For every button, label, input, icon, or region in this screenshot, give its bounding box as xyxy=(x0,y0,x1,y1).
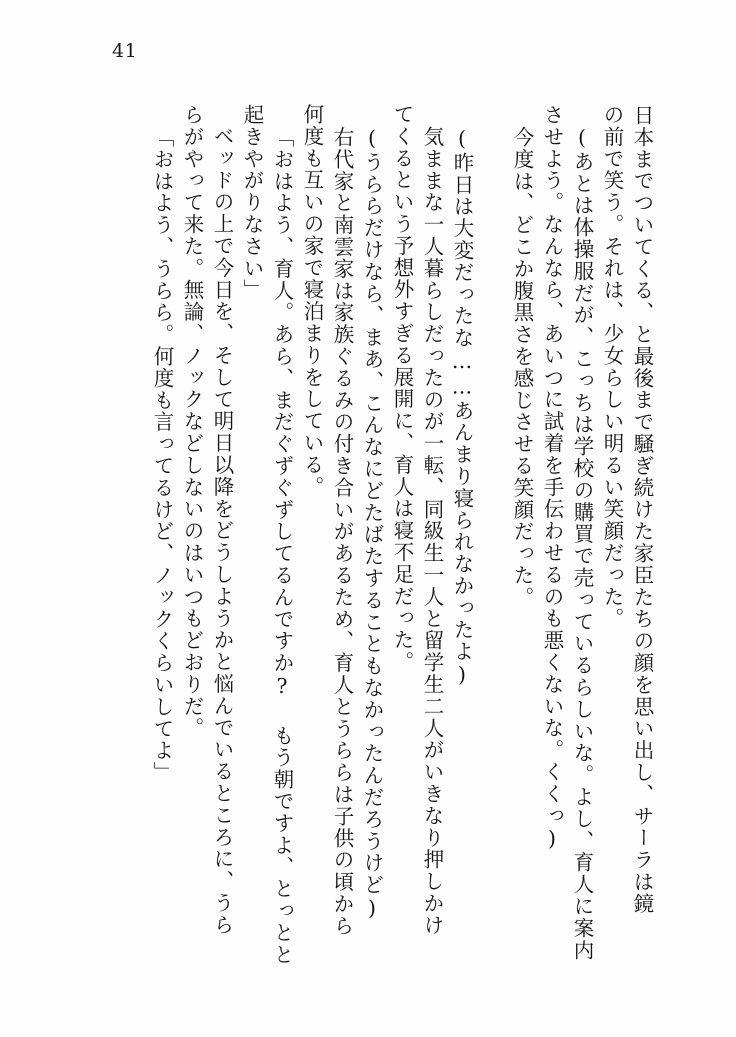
text-column: ベッドの上で今日を、そして明日以降をどうしようかと悩んでいるところに、うら xyxy=(210,125,234,936)
text-column: 日本までついてくる、と最後まで騒ぎ続けた家臣たちの顔を思い出し、サーラは鏡 xyxy=(630,104,654,915)
text-column: らがやって来た。無論、ノックなどしないのはいつもどおりだ。 xyxy=(180,104,204,740)
text-column: (あとは体操服だが、こっちは学校の購買で売っているらしいな。よし、育人に案内 xyxy=(570,125,594,962)
text-column: てくるという予想外すぎる展開に、育人は寝不足だった。 xyxy=(390,103,414,673)
text-column: 今度は、どこか腹黒さを感じさせる笑顔だった。 xyxy=(510,126,534,609)
text-column: (うららだけなら、まあ、こんなにどたばたすることもなかったんだろうけど) xyxy=(360,126,384,922)
text-column: の前で笑う。それは、少女らしい明るい笑顔だった。 xyxy=(600,104,624,630)
vertical-text-block xyxy=(96,103,654,966)
page-number: 41 xyxy=(112,40,138,62)
text-column: 何度も互いの家で寝泊まりをしている。 xyxy=(300,103,324,498)
text-column: 「おはよう、うらら。何度も言ってるけど、ノックくらいしてよ」 xyxy=(150,126,174,784)
text-column: 右代家と南雲家は家族ぐるみの付き合いがあるため、育人とうららは子供の頃から xyxy=(330,126,354,937)
text-column: (昨日は大変だったな……あんまり寝られなかったよ) xyxy=(450,126,474,688)
text-column xyxy=(472,104,502,954)
text-column: させよう。なんなら、あいつに試着を手伝わせるのも悪くないな。くくっ) xyxy=(540,104,564,853)
text-column: 「おはよう、育人。あら、まだぐずぐずしてるんですか? もう朝ですよ、とっとと xyxy=(270,126,294,966)
text-column: 起きやがりなさい」 xyxy=(240,104,264,302)
text-column: 気ままな一人暮らしだったのが一転、同級生一人と留学生二人がいきなり押しかけ xyxy=(420,126,444,937)
